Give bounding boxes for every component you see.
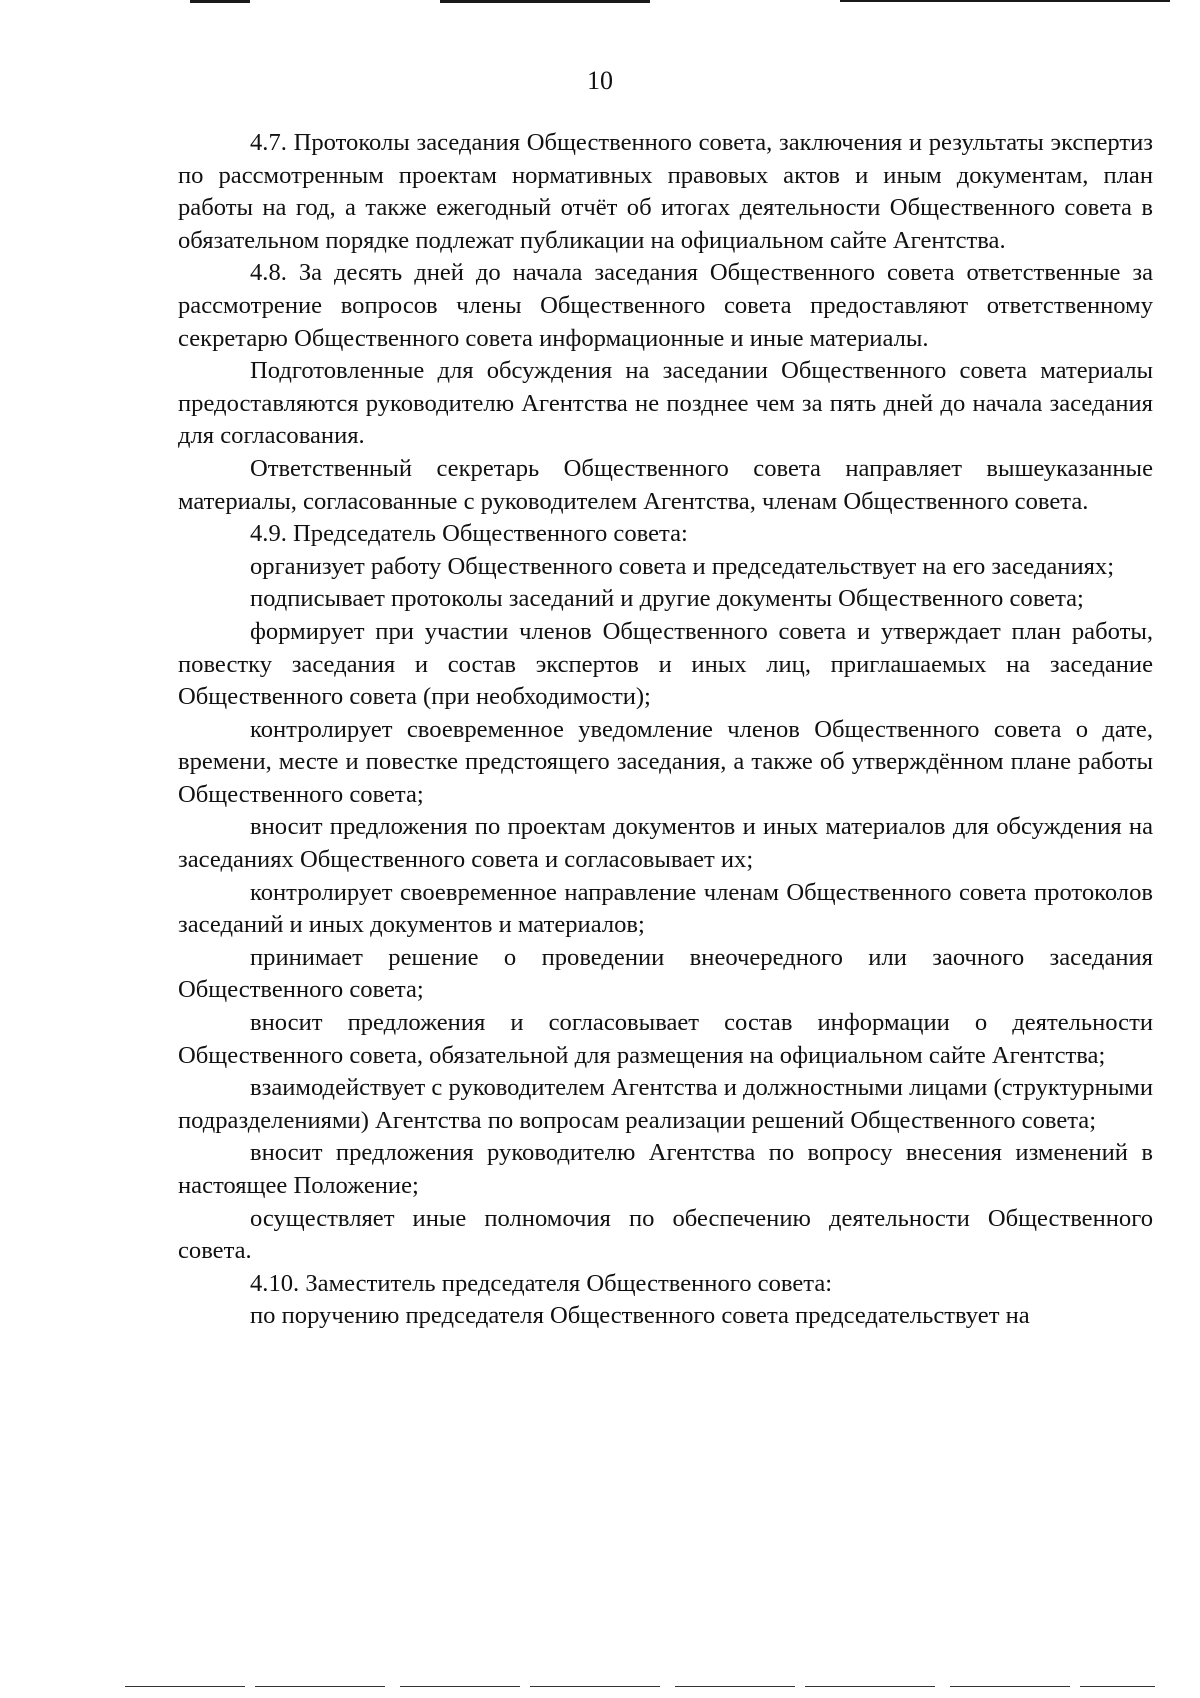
scan-edge-mark [190,0,250,3]
paragraph-4-8: 4.8. За десять дней до начала заседания Общественного совета ответственные за рассмотрение вопросов члены Общественного совета предоставляют ответственному секретарю Общественного совета информационные и иные материалы. [178,259,1153,352]
list-item: вносит предложения по проектам документов и иных материалов для обсуждения на заседаниях Общественного совета и согласовывает их; [178,813,1153,874]
list-item: вносит предложения руководителю Агентства по вопросу внесения изменений в настоящее Положение; [178,1139,1153,1199]
list-item: подписывает протоколы заседаний и другие документы Общественного совета; [250,585,1084,613]
list-item: вносит предложения и согласовывает состав информации о деятельности Общественного совета, обязательной для размещения на официальном сайте Агентства; [178,1009,1153,1069]
list-item: принимает решение о проведении внеочередного или заочного заседания Общественного совета; [178,943,1153,1004]
list-item: контролирует своевременное направление членам Общественного совета протоколов заседаний и иных документов и материалов; [178,878,1153,939]
page-number: 10 [587,66,613,95]
scan-edge-mark [125,1686,1155,1687]
scan-edge-mark [840,0,1170,2]
list-item: взаимодействует с руководителем Агентства и должностными лицами (структурными подразделениями) Агентства по вопросам реализации решений Общественного совета; [178,1074,1153,1134]
paragraph-4-10-heading: 4.10. Заместитель председателя Общественного совета: [250,1269,833,1297]
list-item: контролирует своевременное уведомление членов Общественного совета о дате, времени, месте и повестке предстоящего заседания, а также об утверждённом плане работы Общественного совета; [178,715,1153,808]
list-item: организует работу Общественного совета и председательствует на его заседаниях; [250,552,1115,580]
list-item: осуществляет иные полномочия по обеспечению деятельности Общественного совета. [178,1204,1153,1265]
list-item: по поручению председателя Общественного совета председательствует на [250,1302,1030,1330]
scan-edge-mark [440,0,650,3]
list-item: формирует при участии членов Общественного совета и утверждает план работы, повестку заседания и состав экспертов и иных лиц, приглашаемых на заседание Общественного совета (при необходимости); [178,617,1153,711]
document-body [178,127,1153,1333]
paragraph: Подготовленные для обсуждения на заседании Общественного совета материалы предоставляются руководителю Агентства не позднее чем за пять дней до начала заседания для согласования. [178,357,1153,450]
paragraph-4-7: 4.7. Протоколы заседания Общественного совета, заключения и результаты экспертиз по рассмотренным проектам нормативных правовых актов и иным документам, план работы на год, а также ежегодный отчёт об итогах деятельности Общественного совета в обязательном порядке подлежат публикации на официальном сайте Агентства. [178,129,1153,254]
paragraph-4-9-heading: 4.9. Председатель Общественного совета: [250,520,688,548]
paragraph: Ответственный секретарь Общественного совета направляет вышеуказанные материалы, согласованные с руководителем Агентства, членам Общественного совета. [178,454,1153,515]
